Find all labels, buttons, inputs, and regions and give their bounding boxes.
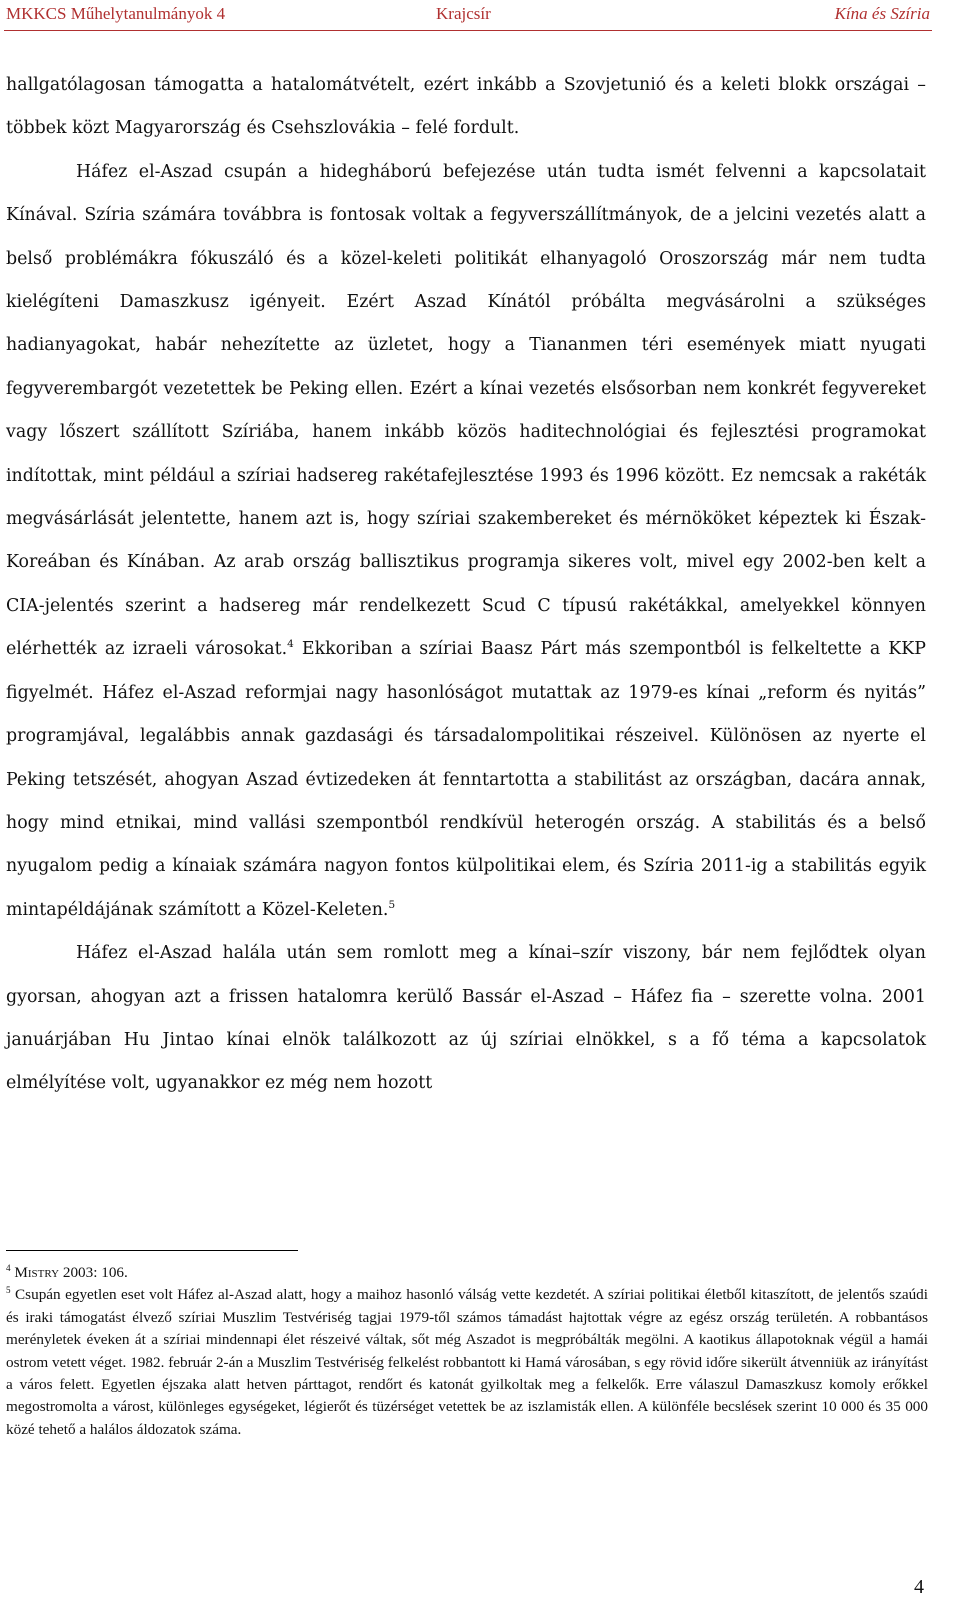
footnote-4-number: 4 xyxy=(6,1262,11,1273)
footnote-5-text: Csupán egyetlen eset volt Háfez al-Aszad alatt, hogy a maihoz hasonló válság vette kezdetét. A szíriai politikai életből kitaszított, de jelentős szaúdi és iraki támogatást élvező szíriai Muszlim Testvériség tagjai 1979-től számos támadást hajtottak végre az egész ország területén. A robbantásos merényletek éveken át a szíriai mindennapi élet részeivé váltak, sőt még Aszadot is megpróbálták megölni. A kaotikus állapotoknak végül a hamái ostrom vetett véget. 1982. február 2-án a Muszlim Testvériség felkelést robbantott ki Hamá városában, s egy rövid időre sikerült átvenniük az irányítást a város felett. Egyetlen éjszaka alatt hetven párttagot, rendőrt és katonát gyilkoltak meg a felkelők. Erre válaszul Damaszkusz komoly erőkkel megostromolta a várost, különleges egységeket, légierőt és tüzérséget vetettek be az iszlamisták ellen. A különféle becslések szerint 10 000 és 35 000 közé tehető a halálos áldozatok száma. xyxy=(6,1286,928,1438)
footnote-ref-5[interactable]: 5 xyxy=(388,898,396,911)
paragraph-1: hallgatólagosan támogatta a hatalomátvételt, ezért inkább a Szovjetunió és a keleti blokk országai – többek közt Magyarország és Csehszlovákia – felé fordult. xyxy=(6,75,926,139)
header-author: Krajcsír xyxy=(436,4,491,23)
footnote-4-text: 2003: 106. xyxy=(59,1264,128,1281)
header-rule xyxy=(4,30,932,31)
footnotes xyxy=(6,1262,928,1441)
footnote-5-number: 5 xyxy=(6,1285,11,1296)
footnote-4-author: Mistry xyxy=(14,1264,60,1281)
footnote-5 xyxy=(6,1284,928,1441)
main-text xyxy=(6,64,926,1106)
header-series-title: MKKCS Műhelytanulmányok 4 xyxy=(6,4,226,23)
page-header xyxy=(0,2,960,26)
paragraph-2-text: Háfez el-Aszad csupán a hidegháború befejezése után tudta ismét felvenni a kapcsolatait Kínával. Szíria számára továbbra is fontosak voltak a fegyverszállítmányok, de a jelcini vezetés alatt a belső problémákra fókuszáló és a közel-keleti politikát elhanyagoló Oroszország már nem tudta kielégíteni Damaszkusz igényeit. Ezért Aszad Kínától próbálta megvásárolni a szükséges hadianyagokat, habár nehezítette az üzletet, hogy a Tiananmen téri események miatt nyugati fegyverembargót vezetettek be Peking ellen. Ezért a kínai vezetés elsősorban nem konkrét fegyvereket vagy lőszert szállított Szíriába, hanem inkább közös haditechnológiai és fejlesztési programokat indítottak, mint például a szíriai hadsereg rakétafejlesztése 1993 és 1996 között. Ez nemcsak a rakéták megvásárlását jelentette, hanem azt is, hogy szíriai szakembereket és mérnököket képeztek ki Észak-Koreában és Kínában. Az arab ország ballisztikus programja sikeres volt, mivel egy 2002-ben kelt a CIA-jelentés szerint a hadsereg már rendelkezett Scud C típusú rakétákkal, amelyekkel könnyen elérhették az izraeli városokat. xyxy=(6,161,926,660)
paragraph-3: Háfez el-Aszad halála után sem romlott meg a kínai–szír viszony, bár nem fejlődtek olyan gyorsan, ahogyan azt a frissen hatalomra kerülő Bassár el-Aszad – Háfez fia – szerette volna. 2001 januárjában Hu Jintao kínai elnök találkozott az új szíriai elnökkel, s a fő téma a kapcsolatok elmélyítése volt, ugyanakkor ez még nem hozott xyxy=(6,943,926,1094)
page-number: 4 xyxy=(914,1576,924,1598)
paragraph-2-continuation: Ekkoriban a szíriai Baasz Párt más szempontból is felkeltette a KKP figyelmét. Háfez el-Aszad reformjai nagy hasonlóságot mutattak az 1979-es kínai „reform és nyitás” programjával, legalábbis annak gazdasági és társadalompolitikai részeivel. Különösen az nyerte el Peking tetszését, ahogyan Aszad évtizedeken át fenntartotta a stabilitást az országban, dacára annak, hogy mind etnikai, mind vallási szempontból rendkívül heterogén ország. A stabilitás és a belső nyugalom pedig a kínaiak számára nagyon fontos külpolitikai elem, és Szíria 2011-ig a stabilitás egyik mintapéldájának számított a Közel-Keleten. xyxy=(6,639,926,920)
footnote-separator xyxy=(6,1250,298,1251)
footnote-ref-4[interactable]: 4 xyxy=(287,638,294,651)
header-article-title: Kína és Szíria xyxy=(834,4,930,23)
paragraph-2 xyxy=(6,151,926,932)
footnote-4 xyxy=(6,1262,928,1284)
